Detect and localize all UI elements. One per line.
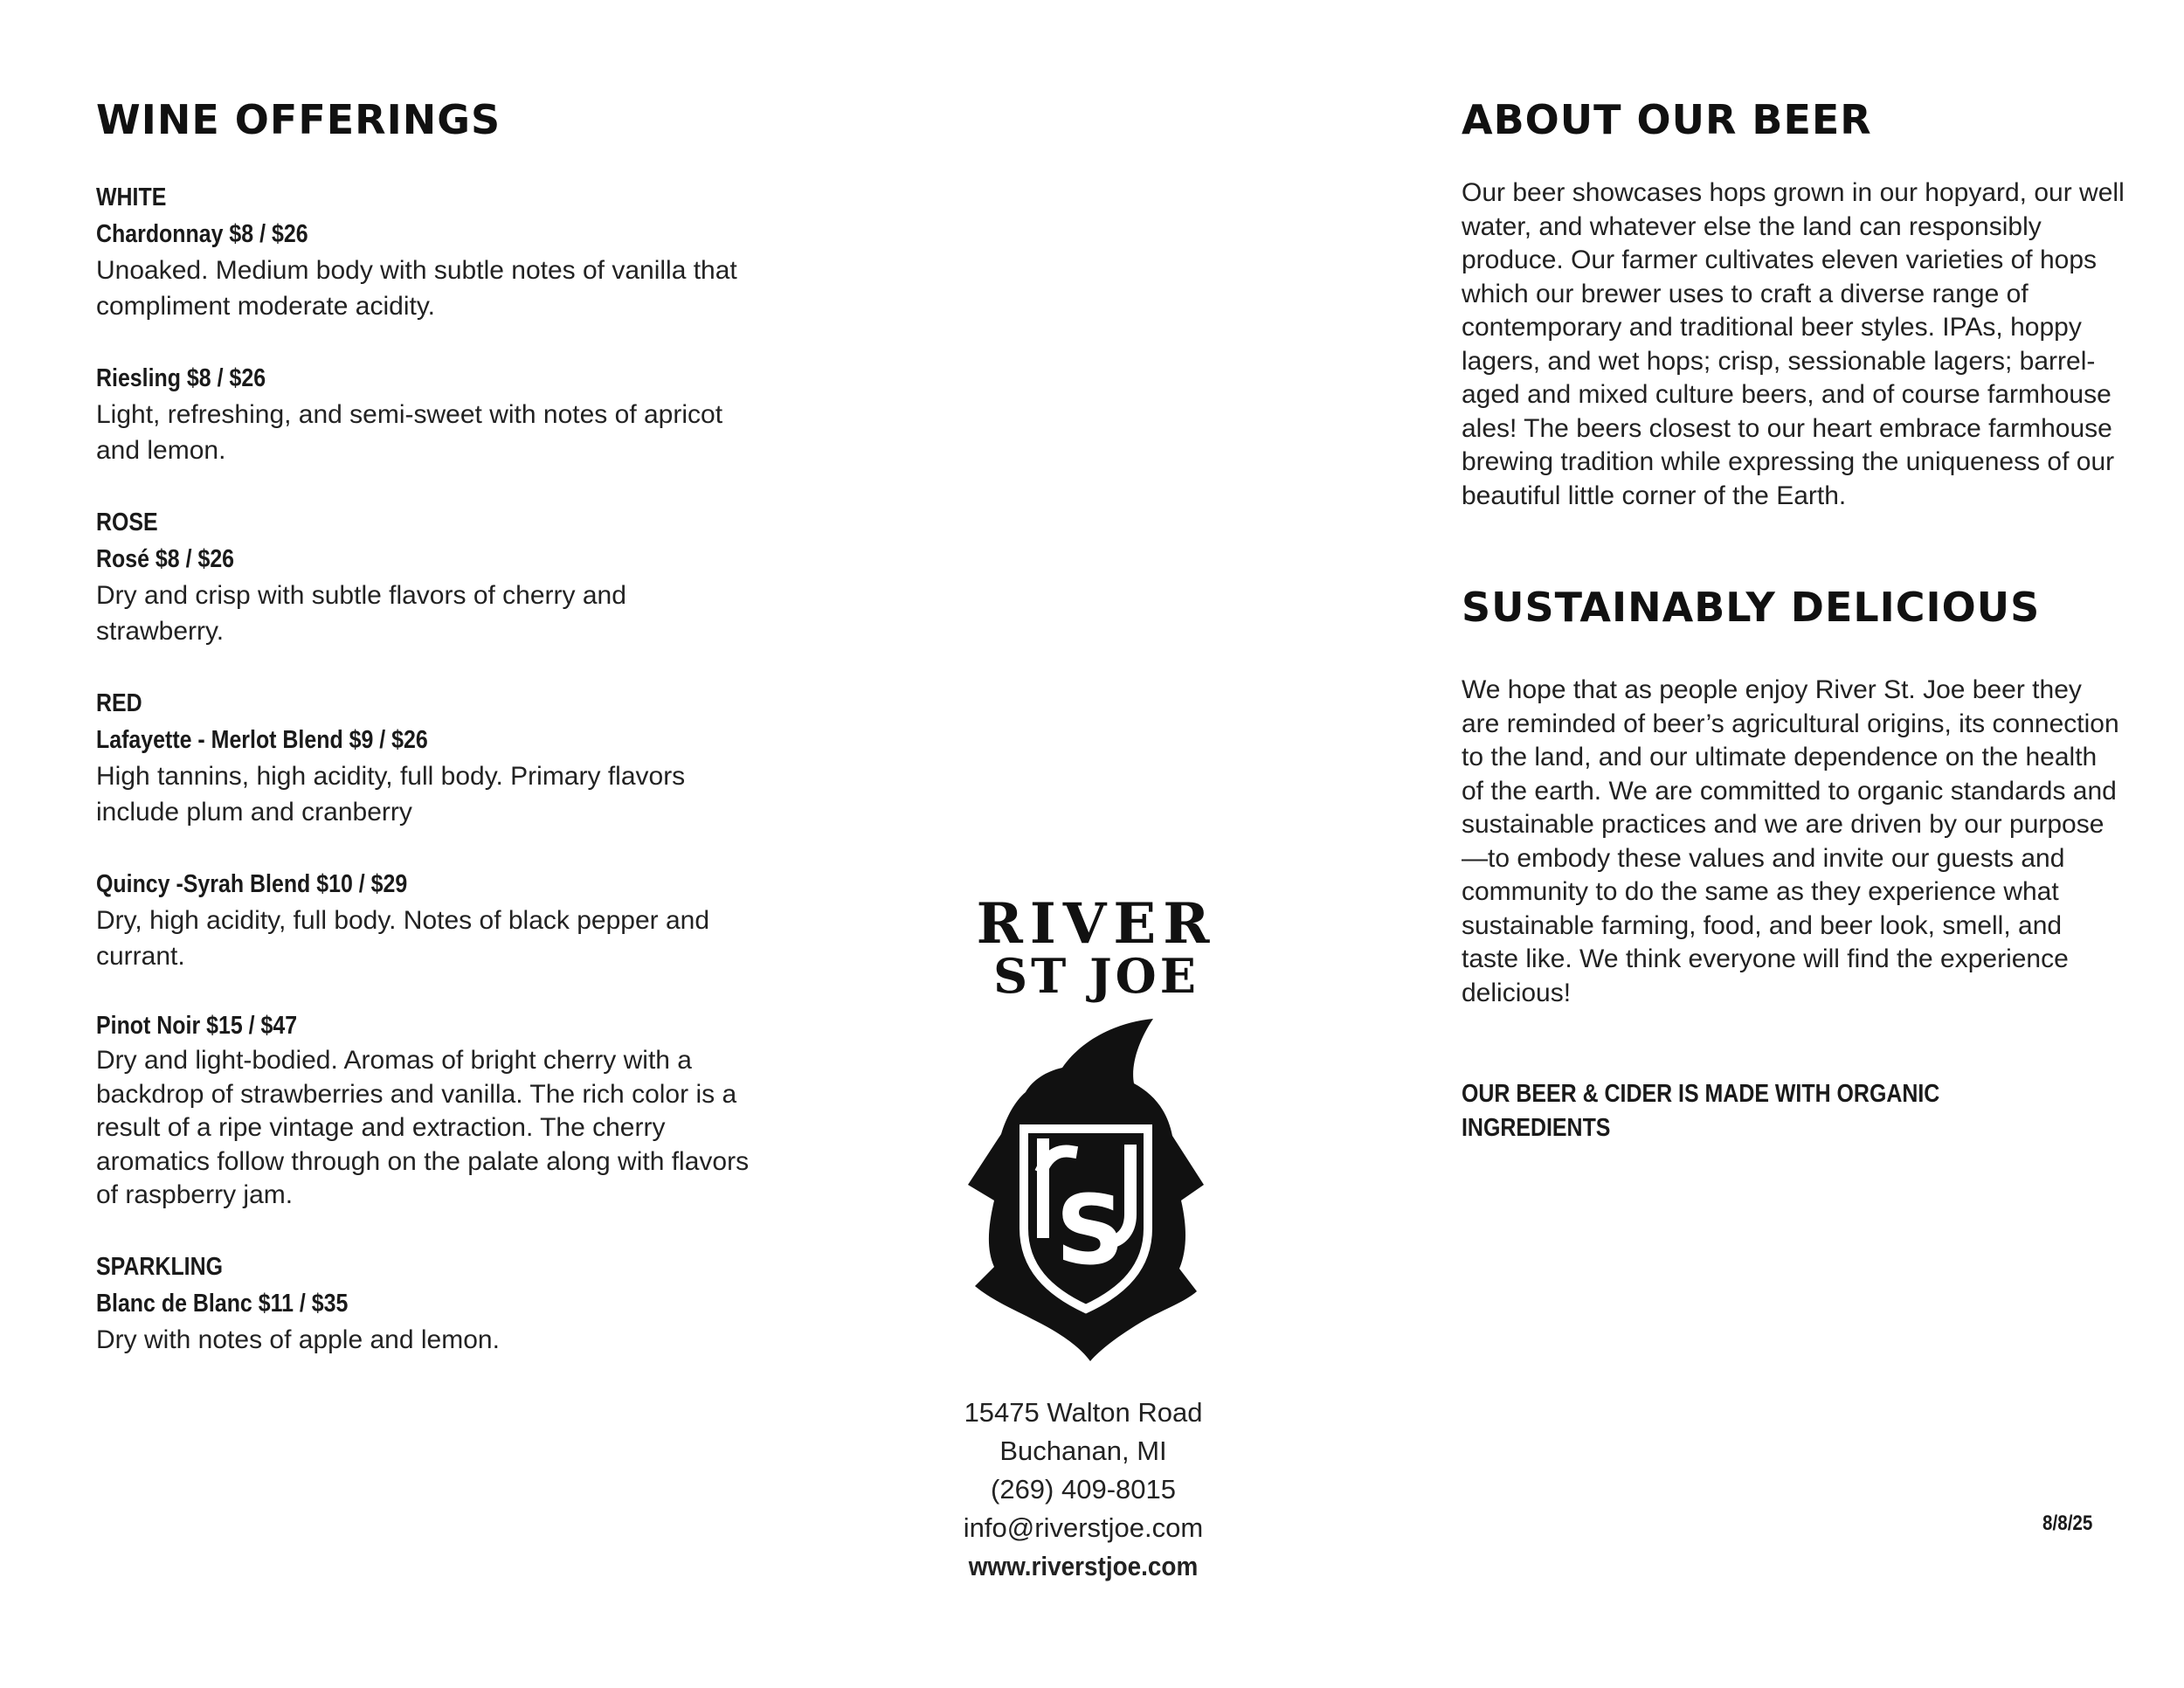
wine-list: [96, 179, 760, 1394]
contact-city: Buchanan, MI: [999, 1435, 1167, 1466]
contact-email[interactable]: info@riverstjoe.com: [963, 1512, 1204, 1543]
logo-wordmark-stjoe: ST JOE: [993, 948, 1199, 1004]
wine-item-desc: Unoaked. Medium body with subtle notes of vanilla that compliment moderate acidity.: [96, 256, 737, 321]
contact-website-link[interactable]: www.riverstjoe.com: [968, 1551, 1199, 1581]
wine-category-sparkling: SPARKLING: [96, 1252, 224, 1281]
wine-offerings-title: WINE OFFERINGS: [96, 96, 501, 143]
contact-info: [909, 1394, 1258, 1586]
wine-item-desc: Light, refreshing, and semi-sweet with notes of apricot and lemon.: [96, 400, 723, 465]
print-date: 8/8/25: [2042, 1512, 2093, 1535]
logo-wordmark-river: RIVER: [976, 891, 1217, 957]
wine-item-name: Rosé $8 / $26: [96, 545, 235, 573]
wine-item-name: Pinot Noir $15 / $47: [96, 1012, 298, 1040]
wine-category-rose: ROSE: [96, 508, 158, 536]
wine-item-desc: Dry and crisp with subtle flavors of cherry and strawberry.: [96, 581, 626, 646]
sustainably-delicious-body: We hope that as people enjoy River St. Joe beer they are reminded of beer’s agricultural origins, its connection to the land, and our ultimate dependence on the health of the earth. We are committed to organic standards and sustainable practices and we are driven by our purpose—to embody these values and invite our guests and community to do the same as they experience what sustainable farming, food, and beer look, smell, and taste like. We think everyone will find the experience delicious!: [1462, 675, 2119, 1007]
wine-item-name: Quincy -Syrah Blend $10 / $29: [96, 870, 408, 898]
about-beer-title: ABOUT OUR BEER: [1462, 96, 1872, 143]
hop-shield-logo-icon: [959, 1013, 1213, 1363]
wine-category-red: RED: [96, 689, 142, 717]
contact-address: 15475 Walton Road: [964, 1397, 1203, 1428]
wine-item-name: Lafayette - Merlot Blend $9 / $26: [96, 726, 428, 754]
wine-item-desc: Dry with notes of apple and lemon.: [96, 1325, 500, 1354]
svg-text:S: S: [1055, 1174, 1125, 1286]
wine-category-white: WHITE: [96, 183, 167, 211]
wine-item-name: Blanc de Blanc $11 / $35: [96, 1289, 349, 1318]
sustainably-delicious-title: SUSTAINABLY DELICIOUS: [1462, 584, 2041, 631]
wine-item-desc: High tannins, high acidity, full body. Primary flavors include plum and cranberry: [96, 762, 686, 827]
about-beer-body: Our beer showcases hops grown in our hopyard, our well water, and whatever else the land can responsibly produce. Our farmer cultivates eleven varieties of hops which our brewer uses to craft a diverse range of contemporary and traditional beer styles. IPAs, hoppy lagers, and wet hops; crisp, sessionable lagers; barrel-aged and mixed culture beers, and of course farmhouse ales! The beers closest to our heart embrace farmhouse brewing tradition while expressing the uniqueness of our beautiful little corner of the Earth.: [1462, 178, 2125, 510]
contact-phone: (269) 409-8015: [991, 1474, 1176, 1505]
wine-item-desc: Dry and light-bodied. Aromas of bright cherry with a backdrop of strawberries and vanilla. The rich color is a result of a ripe vintage and extraction. The cherry aromatics follow through on the palate along with flavors of raspberry jam.: [96, 1046, 750, 1209]
wine-item-desc: Dry, high acidity, full body. Notes of black pepper and currant.: [96, 906, 710, 971]
organic-ingredients-note: OUR BEER & CIDER IS MADE WITH ORGANIC INGREDIENTS: [1462, 1080, 1940, 1142]
wine-item-name: Riesling $8 / $26: [96, 364, 266, 392]
wine-item-name: Chardonnay $8 / $26: [96, 220, 308, 248]
